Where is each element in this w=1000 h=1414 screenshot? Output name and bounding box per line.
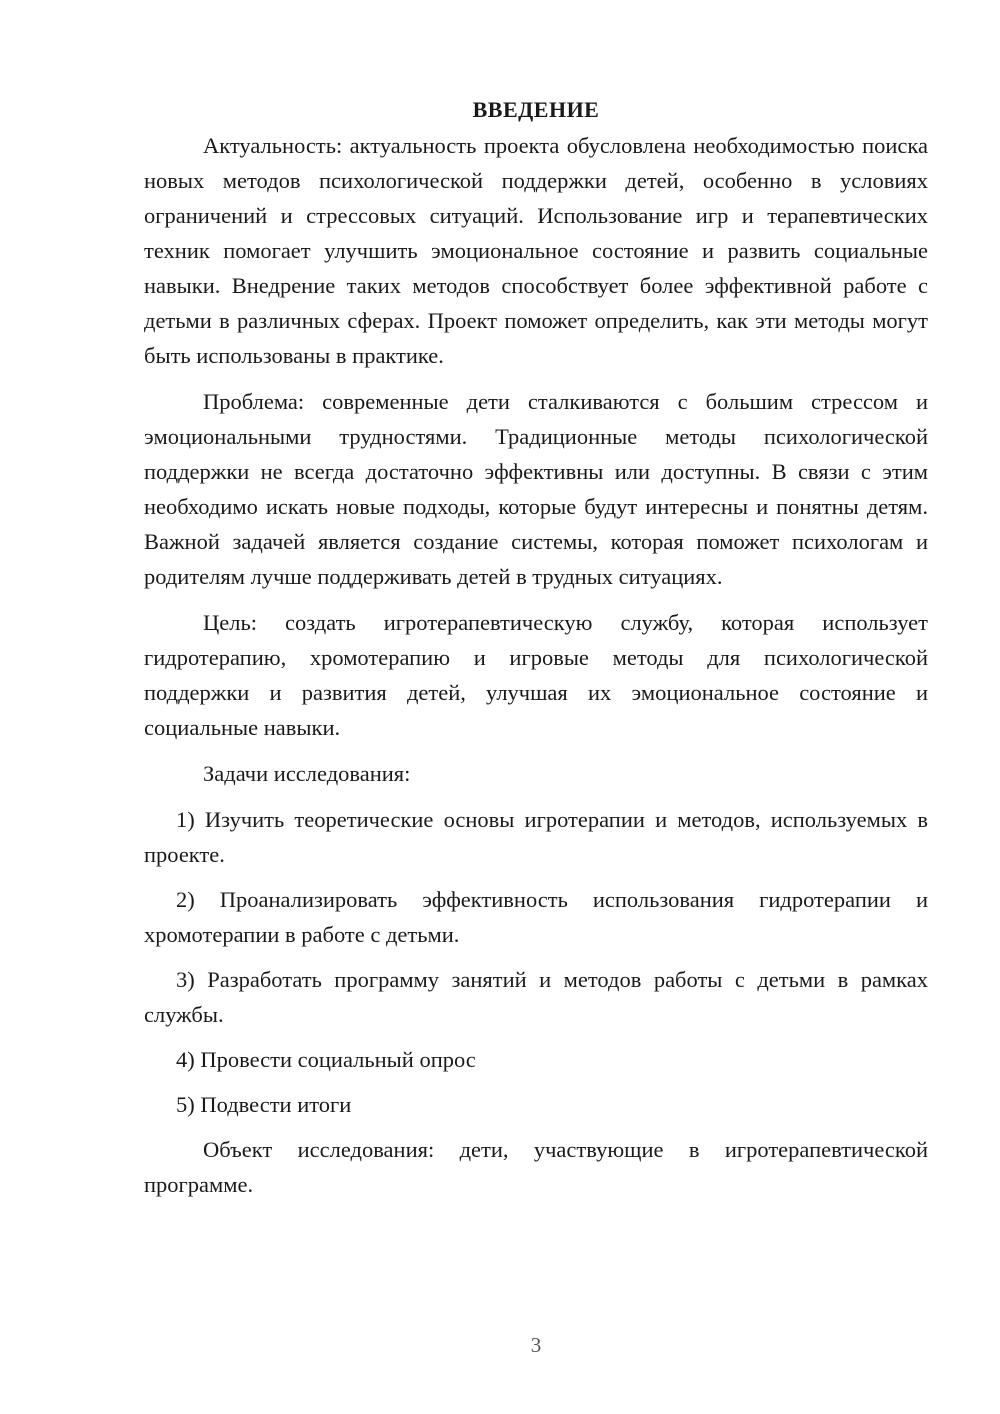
list-item: 1) Изучить теоретические основы игротерапии и методов, используемых в проекте.	[144, 807, 928, 867]
tasks-list	[144, 802, 928, 1122]
paragraph-goal: Цель: создать игротерапевтическую службу, которая использует гидротерапию, хромотерапию и игровые методы для психологической поддержки и развития детей, улучшая их эмоциональное состояние и социальные навыки.	[144, 610, 928, 740]
paragraph-object: Объект исследования: дети, участвующие в игротерапевтической программе.	[144, 1137, 928, 1197]
section-heading: ВВЕДЕНИЕ	[472, 97, 600, 122]
paragraph-relevance: Актуальность: актуальность проекта обусловлена необходимостью поиска новых методов психологической поддержки детей, особенно в условиях ограничений и стрессовых ситуаций. Использование игр и терапевтических техник помогает улучшить эмоциональное состояние и развить социальные навыки. Внедрение таких методов способствует более эффективной работе с детьми в различных сферах. Проект поможет определить, как эти методы могут быть использованы в практике.	[144, 133, 928, 368]
list-item: 5) Подвести итоги	[176, 1092, 352, 1117]
document-page	[144, 92, 928, 1213]
tasks-heading: Задачи исследования:	[203, 761, 411, 786]
paragraph-problem: Проблема: современные дети сталкиваются с большим стрессом и эмоциональными трудностями. Традиционные методы психологической поддержки не всегда достаточно эффективны или доступны. В связи с этим необходимо искать новые подходы, которые будут интересны и понятны детям. Важной задачей является создание системы, которая поможет психологам и родителям лучше поддерживать детей в трудных ситуациях.	[144, 389, 928, 589]
list-item: 3) Разработать программу занятий и методов работы с детьми в рамках службы.	[144, 967, 928, 1027]
list-item: 2) Проанализировать эффективность использования гидротерапии и хромотерапии в работе с детьми.	[144, 887, 928, 947]
list-item: 4) Провести социальный опрос	[176, 1047, 476, 1072]
page-number: 3	[530, 1333, 542, 1357]
